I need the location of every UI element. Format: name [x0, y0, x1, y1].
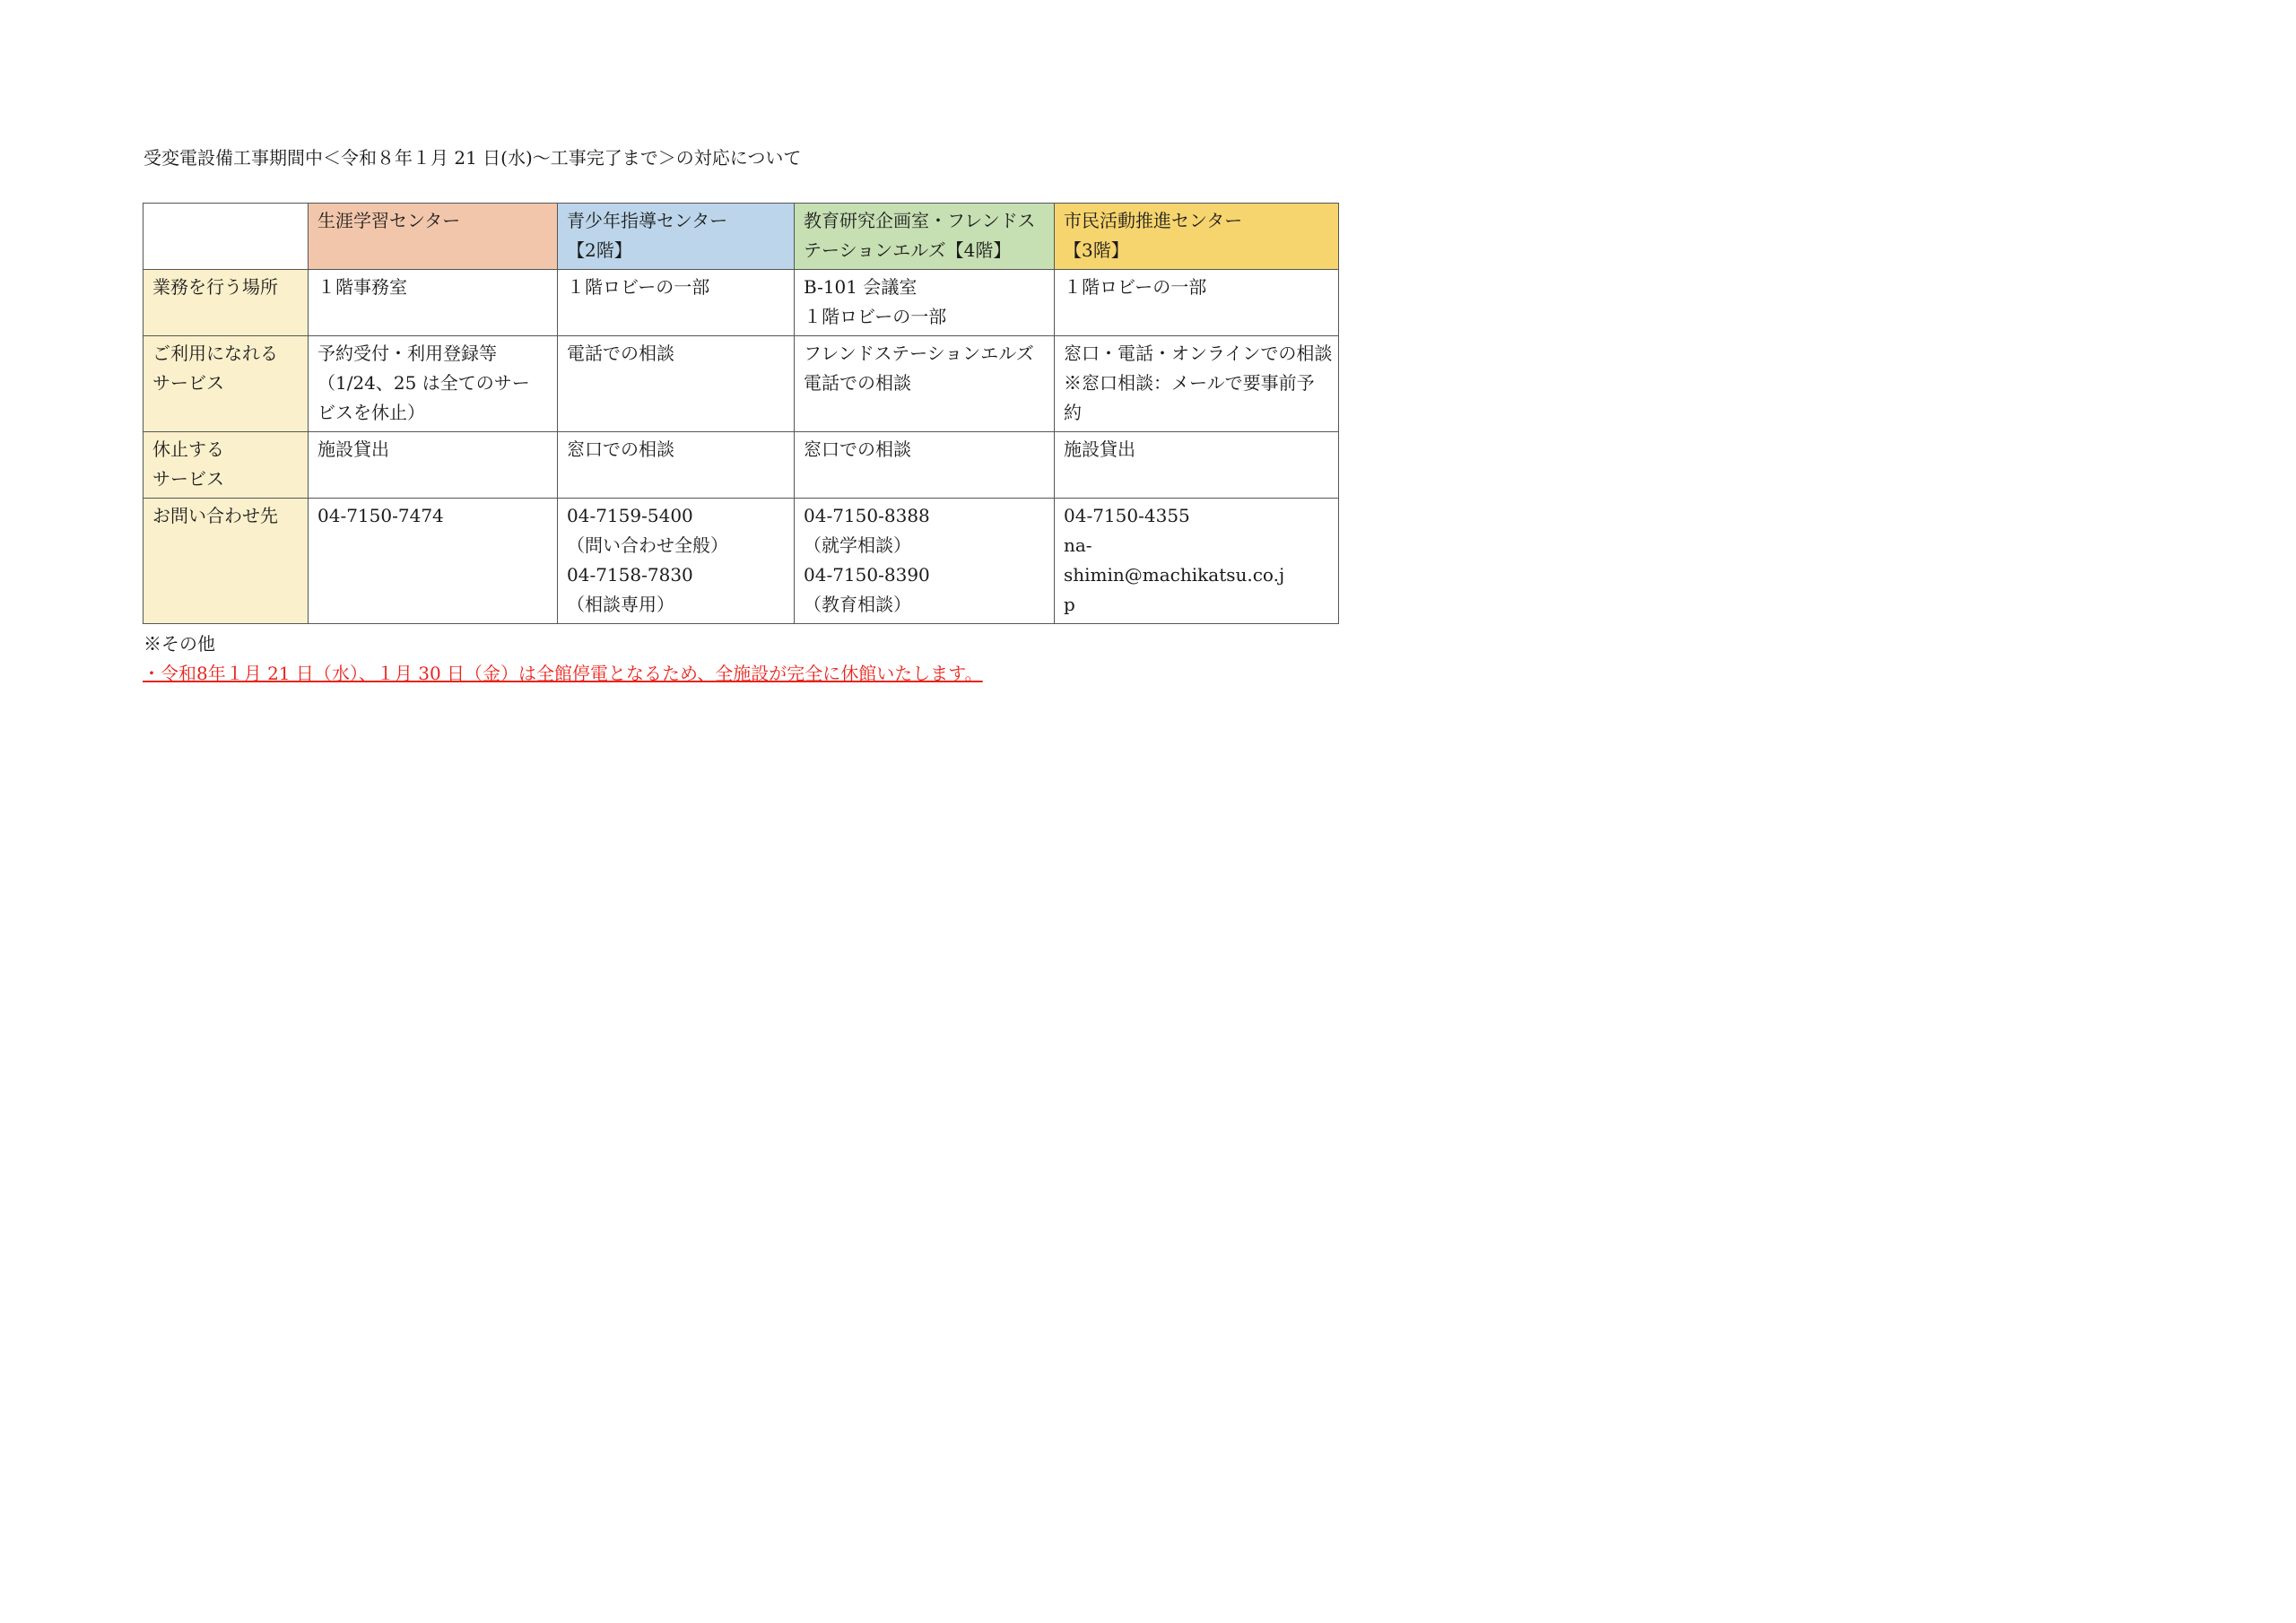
- phone-number: 04-7150-7474: [317, 505, 444, 526]
- cell-contact-civic: [1055, 499, 1339, 624]
- table-header-row: [144, 204, 1339, 270]
- cell-text: １階ロビーの一部: [1064, 276, 1207, 298]
- row-label-contact: [144, 499, 309, 624]
- row-label-suspended-line1: 休止する: [152, 438, 224, 460]
- cell-suspended-lifelong: [309, 432, 558, 499]
- table-row-place: [144, 270, 1339, 336]
- phone-number: 04-7150-8390: [804, 564, 930, 586]
- row-label-place-text: 業務を行う場所: [152, 276, 278, 298]
- header-youth-floor: 【2階】: [567, 239, 632, 261]
- cell-text: １階ロビーの一部: [567, 276, 710, 298]
- phone-note: （問い合わせ全般）: [567, 534, 728, 556]
- cell-contact-youth: [558, 499, 795, 624]
- cell-text: 電話での相談: [804, 372, 911, 394]
- cell-contact-research: [795, 499, 1055, 624]
- row-label-contact-text: お問い合わせ先: [152, 505, 278, 526]
- header-research-name-line2: テーションエルズ【4階】: [804, 239, 1012, 261]
- cell-suspended-civic: [1055, 432, 1339, 499]
- email-address-part: shimin@machikatsu.co.j: [1064, 564, 1285, 586]
- facility-table: [143, 203, 1339, 624]
- cell-text: １階事務室: [317, 276, 407, 298]
- header-research-name-line1: 教育研究企画室・フレンドス: [804, 210, 1036, 231]
- cell-suspended-youth: [558, 432, 795, 499]
- cell-text: 施設貸出: [317, 438, 389, 460]
- row-label-services: [144, 336, 309, 432]
- header-youth-name: 青少年指導センター: [567, 210, 728, 231]
- cell-text: １階ロビーの一部: [804, 306, 947, 327]
- header-civic-name: 市民活動推進センター: [1064, 210, 1243, 231]
- header-youth-center: [558, 204, 795, 270]
- table-row-services: [144, 336, 1339, 432]
- cell-text: 予約受付・利用登録等: [317, 343, 497, 364]
- cell-text: 窓口での相談: [804, 438, 911, 460]
- cell-services-research: [795, 336, 1055, 432]
- cell-text: ビスを休止）: [317, 402, 425, 423]
- header-corner-cell: [144, 204, 309, 270]
- cell-text: ※窓口相談：メールで要事前予: [1064, 372, 1315, 394]
- row-label-suspended: [144, 432, 309, 499]
- phone-number: 04-7159-5400: [567, 505, 693, 526]
- cell-place-lifelong: [309, 270, 558, 336]
- cell-text: 施設貸出: [1064, 438, 1135, 460]
- cell-services-lifelong: [309, 336, 558, 432]
- cell-text: 窓口・電話・オンラインでの相談: [1064, 343, 1333, 364]
- row-label-services-line2: サービス: [152, 372, 224, 394]
- notes-title: ※その他: [144, 633, 215, 655]
- cell-text: B-101 会議室: [804, 276, 918, 298]
- phone-note: （就学相談）: [804, 534, 911, 556]
- table-row-contact: [144, 499, 1339, 624]
- email-address-part: p: [1064, 594, 1075, 615]
- cell-text: 電話での相談: [567, 343, 674, 364]
- header-research-office: [795, 204, 1055, 270]
- cell-text: （1/24、25 は全てのサー: [317, 372, 530, 394]
- table-row-suspended: [144, 432, 1339, 499]
- cell-place-civic: [1055, 270, 1339, 336]
- cell-suspended-research: [795, 432, 1055, 499]
- row-label-suspended-line2: サービス: [152, 468, 224, 490]
- email-address-part: na-: [1064, 534, 1092, 556]
- phone-number: 04-7150-8388: [804, 505, 930, 526]
- closure-notice: ・令和8年１月 21 日（水）、１月 30 日（金）は全館停電となるため、全施設が完全に休館いたします。: [143, 663, 983, 684]
- phone-number: 04-7150-4355: [1064, 505, 1190, 526]
- phone-note: （相談専用）: [567, 594, 674, 615]
- cell-contact-lifelong: [309, 499, 558, 624]
- phone-number: 04-7158-7830: [567, 564, 693, 586]
- cell-text: 窓口での相談: [567, 438, 674, 460]
- header-civic-center: [1055, 204, 1339, 270]
- row-label-services-line1: ご利用になれる: [152, 343, 278, 364]
- phone-note: （教育相談）: [804, 594, 911, 615]
- document-title: 受変電設備工事期間中＜令和８年１月 21 日(水)～工事完了まで＞の対応について: [144, 147, 802, 169]
- header-lifelong-center: [309, 204, 558, 270]
- cell-place-youth: [558, 270, 795, 336]
- row-label-place: [144, 270, 309, 336]
- cell-place-research: [795, 270, 1055, 336]
- header-civic-floor: 【3階】: [1064, 239, 1129, 261]
- cell-text: 約: [1064, 402, 1082, 423]
- cell-services-civic: [1055, 336, 1339, 432]
- cell-services-youth: [558, 336, 795, 432]
- cell-text: フレンドステーションエルズ: [804, 343, 1034, 364]
- header-lifelong-name: 生涯学習センター: [317, 210, 461, 231]
